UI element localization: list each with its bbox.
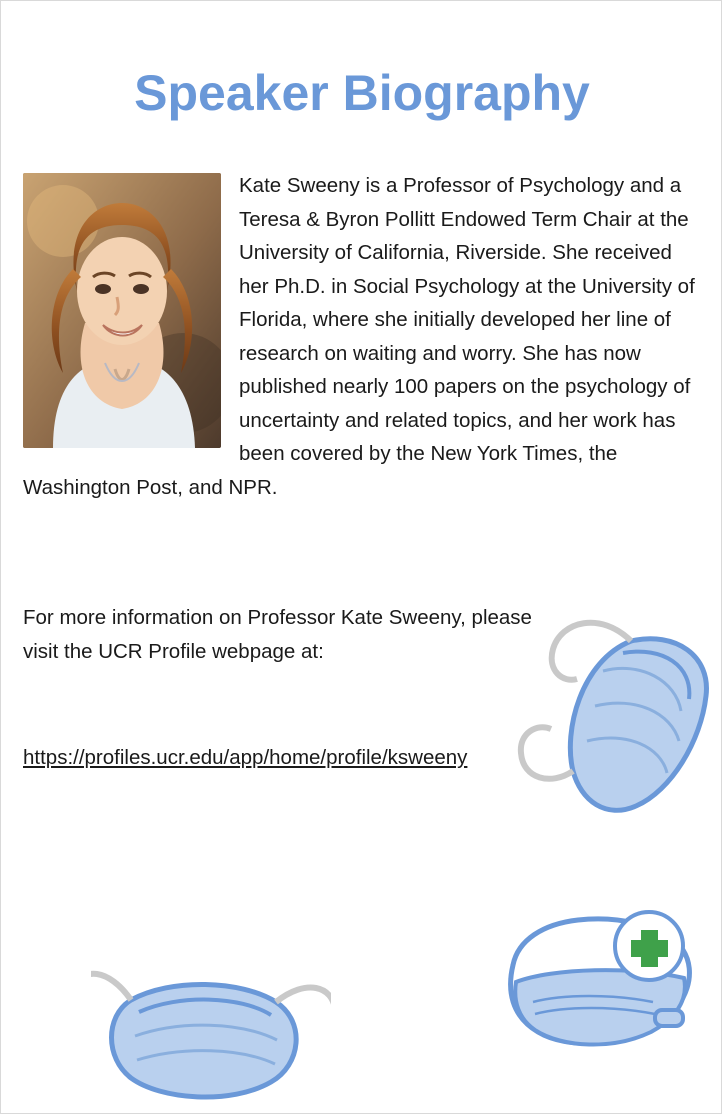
first-aid-kit-illustration bbox=[483, 890, 713, 1085]
biography-paragraph bbox=[23, 169, 701, 504]
surgical-mask-illustration bbox=[91, 960, 331, 1114]
profile-link[interactable]: https://profiles.ucr.edu/app/home/profile/ksweeny bbox=[23, 746, 468, 769]
speaker-portrait bbox=[23, 173, 221, 448]
biography-text: Kate Sweeny is a Professor of Psychology and a Teresa & Byron Pollitt Endowed Term Chair at the University of California, Riverside. She received her Ph.D. in Social Psychology at the University of Florida, where she initially developed her line of research on waiting and worry. She has now published nearly 100 papers on the psychology of uncertainty and related topics, and her work has been covered by the New York Times, the Washington Post, and NPR. bbox=[23, 174, 695, 499]
poster-content bbox=[1, 1, 722, 1114]
page-title: Speaker Biography bbox=[134, 65, 590, 121]
more-information-paragraph: For more information on Professor Kate Sweeny, please visit the UCR Profile webpage at: bbox=[23, 606, 532, 663]
